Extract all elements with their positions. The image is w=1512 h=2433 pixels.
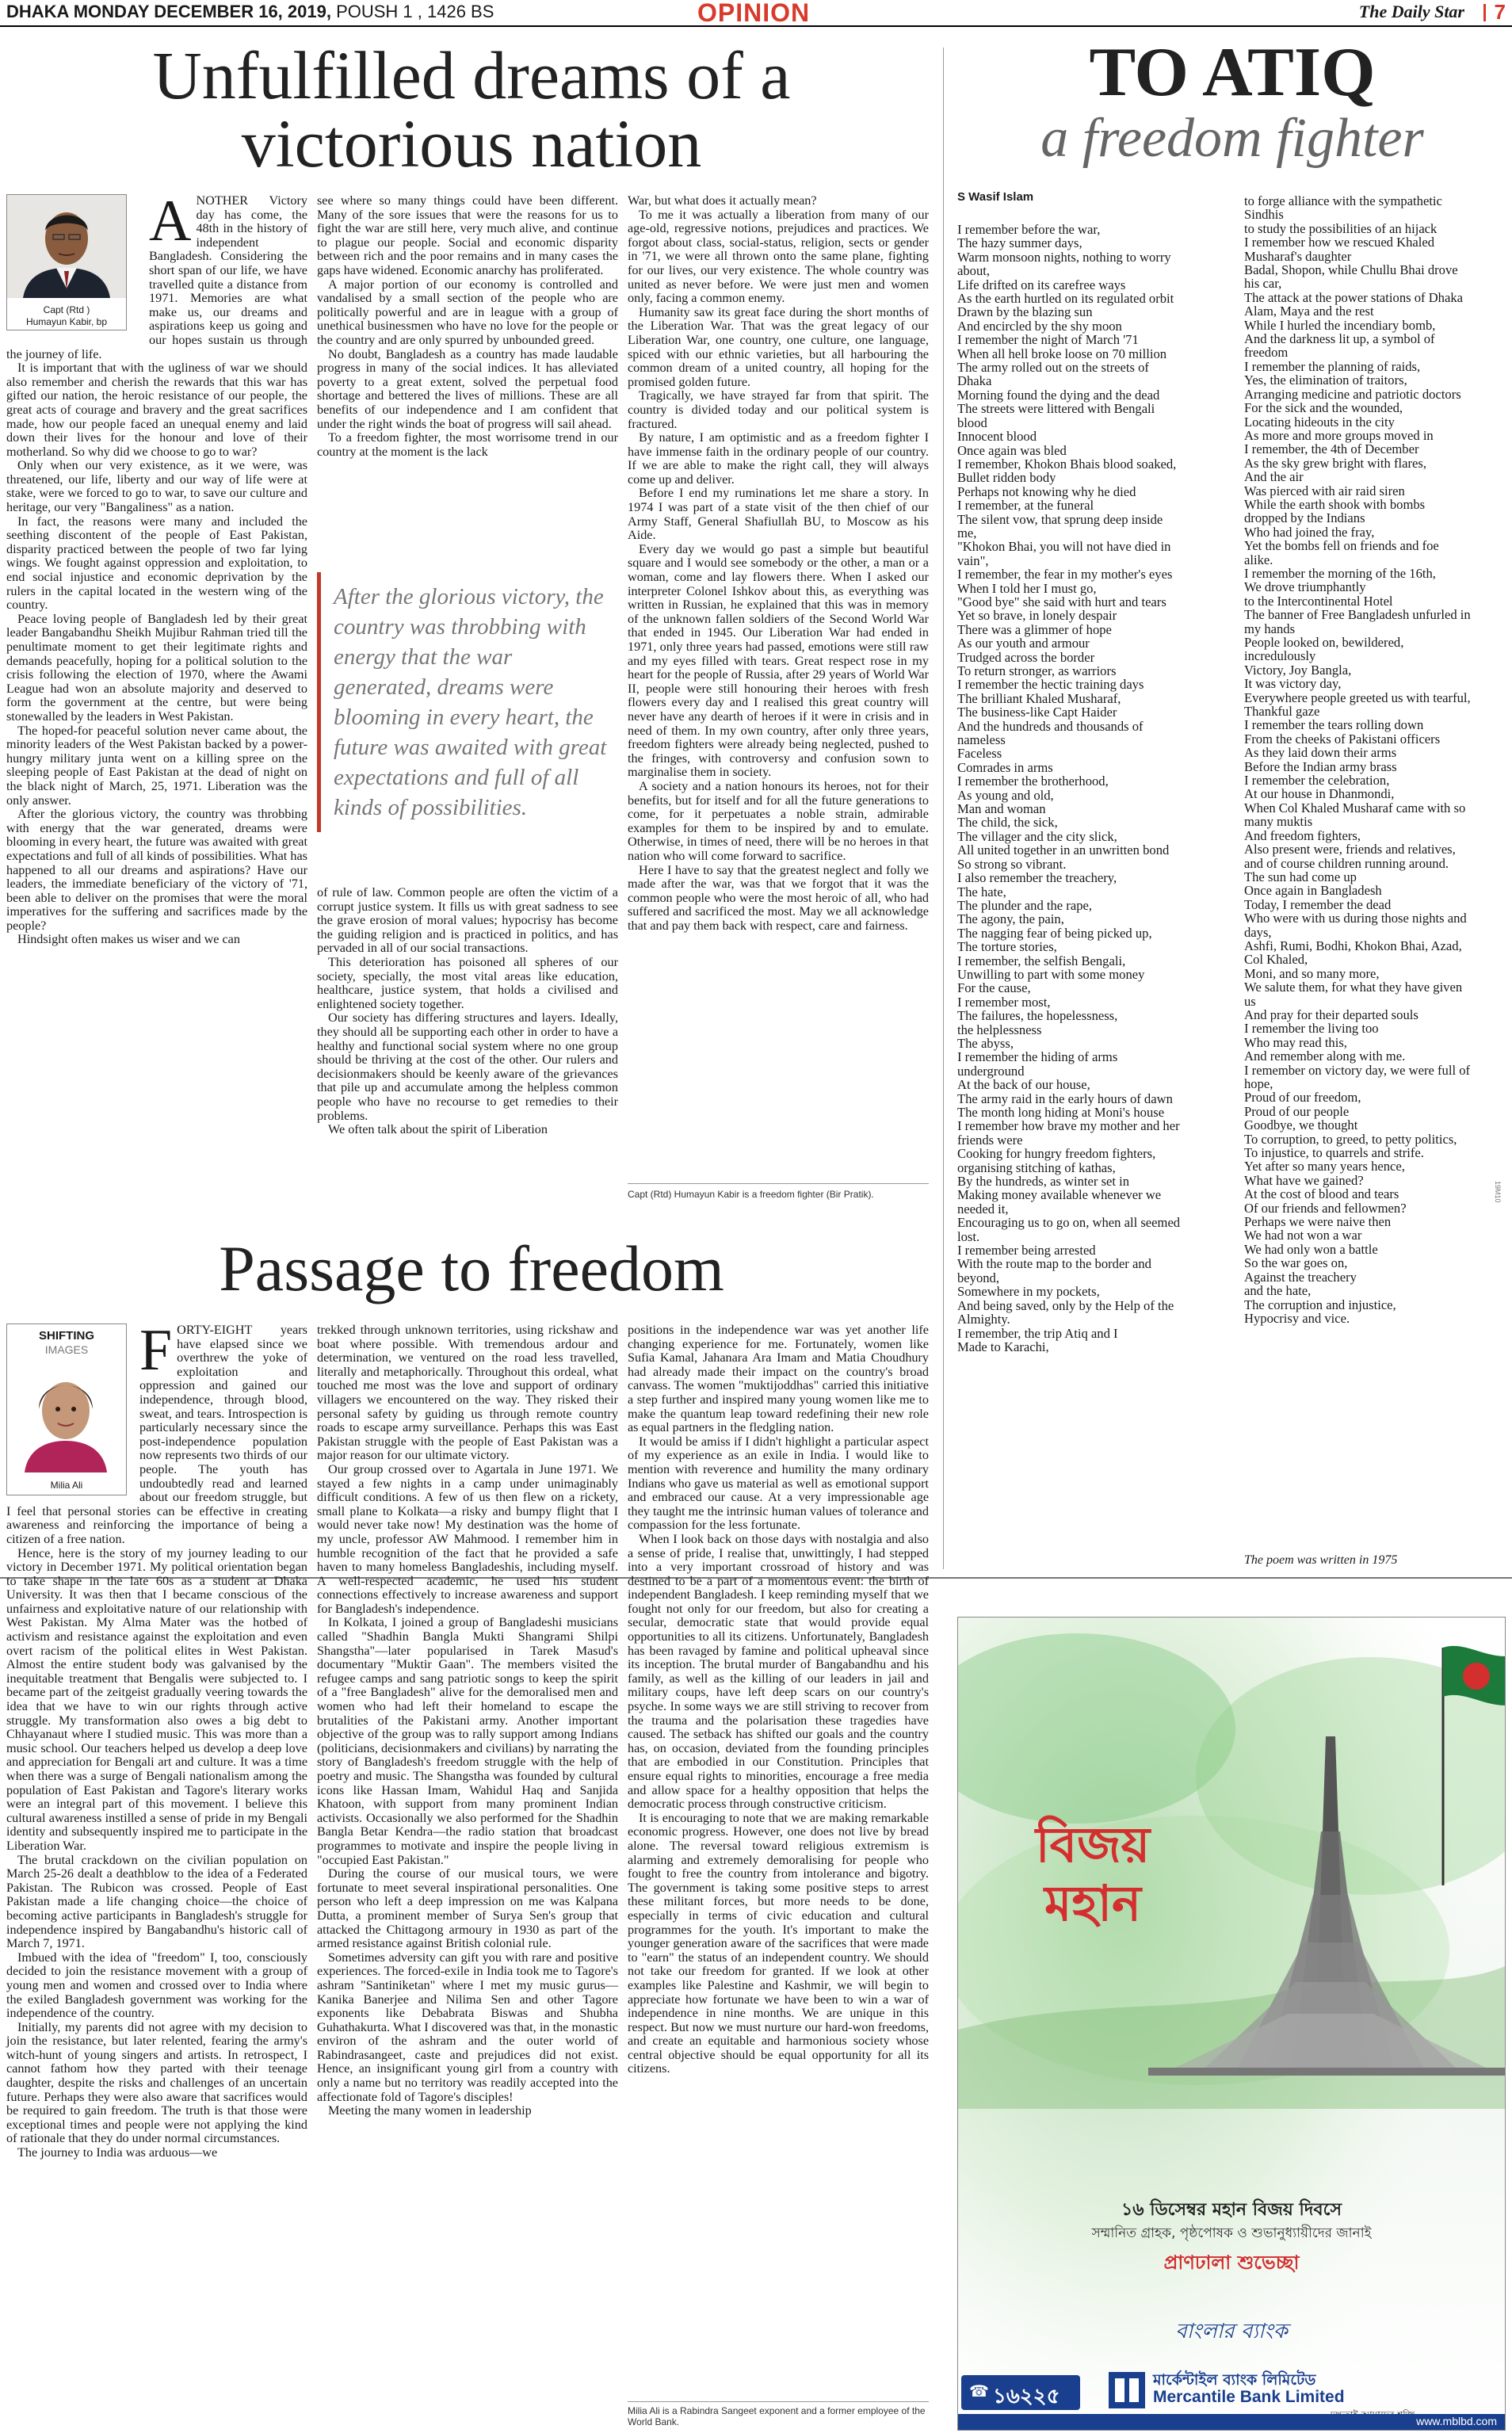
poem-line: I remember the night of March '71 — [957, 332, 1139, 348]
pull-quote: After the glorious victory, the country was throbbing with energy that the war generated, dreams were blooming in every heart, the future was awaited with great expectations and full of all kinds of possibilities. — [317, 572, 624, 832]
ad-footer-bar — [958, 2414, 1505, 2430]
poem-line: While I hurled the incendiary bomb, — [1244, 317, 1436, 333]
poem-line: Man and woman — [957, 801, 1046, 817]
poem-column-1 — [957, 223, 1243, 1354]
poem-line: Badal, Shopon, while Chullu Bhai drove — [1244, 262, 1458, 278]
paragraph: Humanity saw its great face during the short months of the Liberation War. That was the great legacy of our Liberation War, one country, one culture, one language, spiced with our ethnic varieties, but all harbouring the common dream of a united country, all hoping for the promised golden future. — [628, 304, 929, 389]
poem-line: about, — [957, 263, 991, 279]
poem-line: I remember, the fear in my mother's eyes — [957, 567, 1173, 582]
paragraph: trekked through unknown territories, using rickshaw and boat where possible. With tremendous ardour and determination, we ventured on the road less travelled, literally and metaphorically. Throughout this ordeal, what touched me most was the love and support of ordinary villagers we encountered on the way. They risked their personal safety by guiding us through remote country roads to escape army surveillance. Perhaps this was East Pakistan struggle with the people of East Pakistan was a major reason for our ultimate victory. — [317, 1323, 618, 1463]
poem-line: needed it, — [957, 1201, 1009, 1216]
paragraph: When I look back on those days with nostalgia and also a sense of pride, I realise that, unwittingly, I had stepped into a very important crossroad of history and was destined to be a part of a momentous event: the birth of independent Bangladesh. I keep reminding myself that we fought not only for our freedom, but also for creating a secular, democratic state that would provide equal opportunities to all its citizens. Unfortunately, Bangladesh has been ravaged by famine and political upheaval since its inception. The brutal murder of Bangabandhu and his family, as well as the killing of our leaders in jail and military coups, have left deep scars on our country's psyche. In some ways we are still striving to recover from the trauma and the polarisation these tragedies have caused. The setback has shifted our goals and the country has, on occasion, deviated from the founding principles that are embodied in our Constitution. Principles that ensure equal rights to minorities, encourage a free media and allow space for a healthy opposition that helps the democratic process through constructive criticism. — [628, 1531, 929, 1812]
paragraph: Hence, here is the story of my journey leading to our victory in December 1971. My political orientation began to take shape in the late 60s as a student at Dhaka University. It was then that I became conscious of the unfairness and exploitative nature of our relationship with West Pakistan. My Alma Mater was the hotbed of activism and resistance against the exploitation and even overt racism of the political elites in West Pakistan. Almost the entire student body was galvanised by the inequitable treatment that Bengalis were subjected to. I became part of the zeitgeist gradually veering towards the idea that we have to win our rights through active struggle. My transformation also owes a big debt to Chhayanaut where I studied music. This was more than a music school. Our teachers helped us develop a deep love and appreciation for Bengali art and culture. It was a time when there was a surge of Bengali nationalism among the population of East Pakistan and Tagore's literary works were an integral part of this movement. I believe this cultural awareness instilled a sense of pride in my Bengali identity and subsequently inspired me to participate in the Liberation War. — [6, 1545, 307, 1853]
poem-line: It was victory day, — [1244, 676, 1342, 692]
paragraph: By nature, I am optimistic and as a freedom fighter I have immense faith in the ordinary people of our country. If we are able to make the right call, they will always come up and deliver. — [628, 430, 929, 487]
poem-line: Yet the bombs fell on friends and foe — [1244, 538, 1439, 554]
poem-line: And encircled by the shy moon — [957, 318, 1122, 334]
poem-line: Of our friends and fellowmen? — [1244, 1200, 1407, 1216]
paragraph: Imbued with the idea of "freedom" I, too, consciously decided to join the resistance movement with a group of young men and women and crossed over to India where the exiled Bangladesh government was working for the independence of the country. — [6, 1950, 307, 2021]
paragraph: It is encouraging to note that we are making remarkable economic progress. However, one does not live by bread alone. The reversal toward religious extremism is alarming and extremely demoralising for people who fought to free the country from intolerance and bigotry. The government is taking some positive steps to arrest these militant forces, but more needs to be done, especially in terms of civic education and cultural programmes for the youth. It's important to make the younger generation aware of the sacrifices that were made to "earn" the status of an independent country. We should not take our freedom for granted. If we look at other examples like Palestine and Kashmir, we will begin to appreciate how fortunate we have been to win a war of independence in nine months. We are unique in this respect. But now we must nurture our hard-won freedoms, and create an equitable and harmonious society whose central objective should be equal opportunity for all its citizens. — [628, 1810, 929, 2076]
paragraph: Meeting the many women in leadership — [328, 2103, 532, 2118]
poem-line: Almighty. — [957, 1312, 1010, 1327]
poem-line: hope, — [1244, 1076, 1273, 1091]
bank-logo-icon — [1109, 2372, 1145, 2408]
paragraph: Here I have to say that the greatest neglect and folly we made after the war, was that we forgot that it was the common people who were the most heroic of all, who had suffered and sacrificed the most. May we all acknowledge that and pay them back with respect, care and fairness. — [628, 862, 929, 933]
lead-paragraph: ANOTHER Victory day has come, the 48th in the history of independent Bangladesh. Considering the short span of our life, we have travelled quite a distance from 1971. Memories are what make us, our dreams and aspirations keep us going and our hopes sustain us through the journey of life. — [6, 189, 307, 361]
poem-line: underground — [957, 1063, 1025, 1079]
poem-line: I remember how we rescued Khaled — [1244, 235, 1435, 250]
poem-line: With the route map to the border and — [957, 1256, 1151, 1272]
paragraph: Our society has differing structures and layers. Ideally, they should all be supporting each other in order to have a healthy and functional social system where no one group should be thriving at the cost of the other. Our rulers and decisionmakers should be keenly aware of the grievances that pile up and accumulate among the helpless common people who have no recourse to get remedies to their problems. — [317, 1010, 618, 1123]
poem-line: What have we gained? — [1244, 1172, 1364, 1188]
poem-line: Against the treachery — [1244, 1269, 1357, 1285]
paragraph: positions in the independence war was yet another life changing experience for me. Fortunately, women like Sufia Kamal, Jahanara Ara Imam and Matia Choudhury had already made their impact on the country's broad canvass. The women "muktijoddhas" carried this initiative a step further and inspired many young women like me to make the quantum leap toward redefining their new role as equal partners in the fledgling nation. — [628, 1323, 929, 1435]
article2-author-note: Milia Ali is a Rabindra Sangeet exponent and a former employee of the World Bank. — [628, 2405, 926, 2427]
poem-line: Trudged across the border — [957, 649, 1095, 665]
poem-line: Everywhere people greeted us with tearful, — [1244, 689, 1471, 705]
side-code: 19M10 — [1494, 1181, 1502, 1203]
poem-line: to forge alliance with the sympathetic — [1244, 193, 1442, 208]
paragraph: After the glorious victory, the country was throbbing with energy that the war generated, dreams were blooming in every heart, the future was awaited with great expectations and full of all kinds of possibilities. What has happened to all our dreams and aspirations? Have our leaders, the immediate beneficiary of the victory of '71, been able to deliver on the promises that were the moral imperatives for the suffering and sacrifices made by the people? — [6, 807, 307, 933]
poem-line: I remember being arrested — [957, 1243, 1096, 1259]
lead-paragraph: FORTY-EIGHT years have elapsed since we overthrew the yoke of exploitation and oppression and gained our independence, through blood, sweat, and tears. Introspection is particularly necessary since the post-independence population now represents two thirds of our people. The youth has undoubtedly read and learned about our freedom struggle, but I feel that personal stories can be effective in creating awareness and reinforcing the importance of being a citizen of a free nation. — [6, 1318, 307, 1546]
poem-line: I remember the hiding of arms — [957, 1049, 1118, 1065]
poem-byline: S Wasif Islam — [957, 190, 1034, 204]
poem-line: Who had joined the fray, — [1244, 524, 1375, 540]
poem-line: All united together in an unwritten bond — [957, 842, 1170, 858]
poem-line: For the sick and the wounded, — [1244, 400, 1403, 416]
poem-line: lost. — [957, 1228, 980, 1244]
column-divider — [943, 48, 944, 1569]
poem-column-2 — [1244, 194, 1510, 1325]
poem-line: So strong so vibrant. — [957, 856, 1067, 872]
ad-title: বিজয় মহান — [1035, 1816, 1151, 1932]
paragraph: Only when our very existence, as it we were, was threatened, our life, liberty and our way of life were at stake, were we forced to go to war, to save our culture and heritage, our very "Bangaliness" as a nation. — [6, 458, 307, 515]
poem-line: As our youth and armour — [957, 636, 1090, 651]
poem-line: And the darkness lit up, a symbol of — [1244, 331, 1435, 347]
poem-line: The plunder and the rape, — [957, 897, 1093, 913]
poem-line: Yet after so many years hence, — [1244, 1159, 1405, 1174]
poem-line: At the back of our house, — [957, 1077, 1090, 1093]
poem-line: As more and more groups moved in — [1244, 427, 1434, 443]
poem-line: Warm monsoon nights, nothing to worry — [957, 249, 1171, 265]
article2-headline: Passage to freedom — [219, 1232, 724, 1304]
poem-line: Morning found the dying and the dead — [957, 387, 1160, 403]
paragraph: We often talk about the spirit of Liberation — [328, 1122, 548, 1137]
poem-line: and of course children running around. — [1244, 855, 1449, 871]
poem-line: The child, the sick, — [957, 815, 1058, 831]
poem-line: Proud of our freedom, — [1244, 1090, 1361, 1106]
paragraph: The journey to India was arduous—we — [17, 2145, 218, 2160]
poem-line: I remember the hectic training days — [957, 677, 1144, 693]
paragraph: During the course of our musical tours, we were fortunate to meet several inspirational personalities. One person who left a deep impression on me was Kalpana Dutta, a prominent member of Surya Sen's group that attacked the Chittagong armoury in 1930 as part of the armed resistance against British colonial rule. — [317, 1866, 618, 1951]
paragraph: Every day we would go past a simple but beautiful square and I would see somebody or the other, a man or a woman, come and lay flowers there. When I asked our interpreter Colonel Ishkov about this, as everything was written in Russian, he explained that this was in memory of the unknown fallen soldiers of the Second World War that ended in 1945. Our Liberation War had ended in 1971, only three years had passed, emotions were still raw and my eyes filled with tears. Great respect rose in my heart for the people of Russia, after 29 years of World War II, people were still honouring their heroes with fresh flowers every day and I realised this great country will never have any dearth of heroes if it were in crisis and in need of them. In my own country, after only three years, freedom fighters were already being neglected, pushed to the fringes, with controversy and confusion sown to marginalise them in society. — [628, 541, 929, 780]
poem-line: At our house in Dhanmondi, — [1244, 786, 1395, 802]
masthead-logo: The Daily Star — [1358, 2, 1464, 21]
poem-line: Dhaka — [957, 373, 992, 389]
ad-line-1: ১৬ ডিসেম্বর মহান বিজয় দিবসে — [1121, 2200, 1342, 2220]
paragraph: Hindsight often makes us wiser and we can — [17, 932, 240, 947]
dateline: DHAKA MONDAY DECEMBER 16, 2019, POUSH 1 , 1426 BS — [6, 2, 494, 21]
poem-line: I remember, the trip Atiq and I — [957, 1325, 1118, 1341]
poem-line: I remember the living too — [1244, 1021, 1379, 1037]
article2-column-2 — [317, 1323, 618, 2118]
poem-line: the helplessness — [957, 1022, 1042, 1037]
poem-line: Somewhere in my pockets, — [957, 1284, 1100, 1300]
paragraph: In fact, the reasons were many and included the seething discontent of the people of East Pakistan, disparity practiced between the people of two far lying wings. We fought against oppression and exploitation, to end social injustice and economic deprivation by the rulers in the capital located in the western wing of the country. — [6, 514, 307, 613]
paragraph: Peace loving people of Bangladesh led by their great leader Bangabandhu Sheikh Mujibur Rahman tried till the penultimate moment to get their legitimate rights and demands peacefully, hoping for a political solution to the crisis following the election of 1970, where the Awami League had won an absolute majority and deserved to form the government at the centre, but were being stonewalled by the leaders in West Pakistan. — [6, 611, 307, 724]
poem-line: And remember along with me. — [1244, 1048, 1406, 1064]
poem-line: Col Khaled, — [1244, 952, 1308, 968]
poem-line: his car, — [1244, 276, 1282, 292]
poem-line: The banner of Free Bangladesh unfurled in — [1244, 607, 1471, 623]
column-tag: SHIFTING — [39, 1329, 94, 1343]
poem-line: us — [1244, 993, 1256, 1009]
poem-line: As they laid down their arms — [1244, 745, 1397, 761]
poem-line: The hazy summer days, — [957, 235, 1082, 251]
paragraph: War, but what does it actually mean? — [628, 193, 817, 208]
paragraph: To a freedom fighter, the most worrisome trend in our country at the moment is the lack — [317, 430, 618, 459]
poem-line: When all hell broke loose on 70 million — [957, 346, 1167, 361]
poem-line: By the hundreds, as winter set in — [957, 1174, 1130, 1190]
poem-line: Thankful gaze — [1244, 704, 1320, 720]
ad-website-link[interactable]: www.mblbd.com — [1416, 2415, 1497, 2427]
poem-line: Bullet ridden body — [957, 470, 1056, 486]
poem-line: To corruption, to greed, to petty politics, — [1244, 1131, 1457, 1147]
poem-line: The business-like Capt Haider — [957, 705, 1117, 720]
poem-line: Today, I remember the dead — [1244, 896, 1392, 912]
poem-line: Comrades in arms — [957, 759, 1053, 775]
poem-line: We drove triumphantly — [1244, 579, 1366, 595]
page-number: 7 — [1494, 0, 1506, 24]
poem-line: nameless — [957, 732, 1006, 748]
article2-column-3 — [628, 1323, 929, 2076]
ad-background-art — [958, 1618, 1505, 2430]
article2-column-1 — [6, 1318, 307, 2160]
poem-line: Who may read this, — [1244, 1034, 1347, 1050]
poem-line: For the cause, — [957, 980, 1031, 996]
poem-line: The army raid in the early hours of dawn — [957, 1090, 1173, 1106]
paragraph: Our group crossed over to Agartala in June 1971. We stayed a few nights in a camp under unimaginably difficult conditions. A few of us then flew on a rickety, small plane to Kolkata—a risky and bumpy flight that I would never take now! My destination was the home of my uncle, professor AW Mahmood. I remember him in humble recognition of the fact that he provided a safe haven to many homeless Bangladeshis, including myself. A well-respected academic, he used his student connections effectively to increase awareness and support for Bangladesh's independence. — [317, 1461, 618, 1616]
poem-line: Yet so brave, in lonely despair — [957, 608, 1117, 624]
poem-line: As young and old, — [957, 787, 1054, 803]
poem-line: The silent vow, that sprung deep inside — [957, 511, 1163, 527]
paragraph: The hoped-for peaceful solution never came about, the minority leaders of the West Pakistan backed by a power-hungry military junta went on a killing spree on the sleeping people of East Pakistan at the dead of night on the black night of March, 25, 1971. Liberation was the only answer. — [6, 723, 307, 808]
poem-line: I also remember the treachery, — [957, 870, 1117, 886]
poem-line: Hypocrisy and vice. — [1244, 1310, 1350, 1326]
paragraph: No doubt, Bangladesh as a country has made laudable progress in many of the social indices. It has alleviated poverty to a great extent, solved the perpetual food shortage and bettered the lives of millions. These are all benefits of our independence and I am confident that under the right winds the boat of progress will sail ahead. — [317, 346, 618, 431]
poem-line: People looked on, bewildered, — [1244, 635, 1404, 650]
poem-line: Locating hideouts in the city — [1244, 414, 1395, 430]
poem-line: There was a glimmer of hope — [957, 621, 1112, 637]
poem-line: Cooking for hungry freedom fighters, — [957, 1146, 1156, 1162]
poem-line: I remember on victory day, we were full of — [1244, 1062, 1471, 1078]
poem-line: The villager and the city slick, — [957, 828, 1117, 844]
poem-line: Perhaps not knowing why he died — [957, 483, 1136, 499]
columnist-caption: Milia Ali — [50, 1480, 83, 1491]
poem-line: I remember the tears rolling down — [1244, 717, 1424, 733]
poem-line: Once again in Bangladesh — [1244, 883, 1382, 899]
poem-line: Perhaps we were naive then — [1244, 1214, 1392, 1230]
poem-line: Musharaf's daughter — [1244, 248, 1352, 264]
poem-line: The month long hiding at Moni's house — [957, 1105, 1165, 1120]
poem-line: The agony, the pain, — [957, 911, 1064, 927]
poem-line: my hands — [1244, 621, 1296, 636]
poem-line: To return stronger, as warriors — [957, 663, 1117, 678]
author-caption: Capt (Rtd ) Humayun Kabir, bp — [25, 304, 108, 327]
divider — [628, 2401, 929, 2402]
poem-line: to the Intercontinental Hotel — [1244, 593, 1393, 609]
hotline-badge[interactable]: ☎ ১৬২২৫ — [961, 2375, 1080, 2410]
poem-line: Drawn by the blazing sun — [957, 304, 1093, 320]
poem-line: So the war goes on, — [1244, 1255, 1348, 1271]
poem-line: Before the Indian army brass — [1244, 758, 1397, 774]
bank-advertisement[interactable]: বিজয় মহান ১৬ ডিসেম্বর মহান বিজয় দিবসে সম্মানিত গ্রাহক, পৃষ্ঠপোষক ও শুভানুধ্যায়ীদের জানাই প্রাণঢালা শুভেচ্ছা বাংলার ব্যাংক ☎ ১৬২২৫ মার্কেন্টাইল ব্যাংক লিমিটেড Mercantile Bank Limited www.mblbd.com — [957, 1617, 1506, 2431]
poem-line: And the hundreds and thousands of — [957, 718, 1144, 734]
columnist-box — [6, 1323, 133, 1498]
paragraph: The brutal crackdown on the civilian population on March 25-26 dealt a deathblow to the idea of a Federated Pakistan. The Rubicon was crossed. People of East Pakistan made a life changing choice—the choice of becoming active participants in Bangladesh's struggle for independence inspired by Bangabandhu's historic call of March 7, 1971. — [6, 1852, 307, 1951]
ad-line-3: প্রাণঢালা শুভেচ্ছা — [1163, 2252, 1300, 2274]
poem-line: Alam, Maya and the rest — [1244, 304, 1374, 319]
poem-line: The hate, — [957, 884, 1006, 899]
poem-line: I remember the brotherhood, — [957, 773, 1109, 789]
poem-line: me, — [957, 525, 977, 540]
author-photo — [6, 194, 127, 330]
divider — [628, 1183, 929, 1184]
poem-line: And freedom fighters, — [1244, 827, 1361, 843]
poem-line: Victory, Joy Bangla, — [1244, 662, 1352, 678]
poem-line: vain", — [957, 552, 989, 568]
poem-line: The attack at the power stations of Dhaka — [1244, 289, 1464, 305]
poem-line: The abyss, — [957, 1035, 1014, 1051]
columnist-photo — [6, 1323, 127, 1495]
poem-footnote: The poem was written in 1975 — [1244, 1553, 1398, 1567]
poem-line: When Col Khaled Musharaf came with so — [1244, 800, 1466, 815]
poem-line: Sindhis — [1244, 207, 1284, 223]
poem-line: I remember, at the funeral — [957, 498, 1094, 514]
poem-line: And the air — [1244, 469, 1304, 485]
article1-column-2 — [317, 194, 618, 459]
section-label: OPINION — [697, 0, 811, 27]
poem-line: I remember the celebration, — [1244, 773, 1390, 789]
poem-line: The corruption and injustice, — [1244, 1297, 1396, 1312]
article1-column-3 — [628, 194, 929, 933]
poem-line: The brilliant Khaled Musharaf, — [957, 690, 1121, 706]
paragraph: It is important that with the ugliness of war we should also remember and cherish the rewards that this war has gifted our nation, the heroic resistance of our people, the great acts of courage and bravery and the great sacrifices made, how our people faced an unequal enemy and laid down their lives for the honour and love of their motherland. So why did we choose to go to war? — [6, 361, 307, 459]
poem-line: Life drifted on its carefree ways — [957, 277, 1126, 292]
portrait-image — [7, 1362, 124, 1472]
poem-line: And pray for their departed souls — [1244, 1006, 1418, 1022]
drop-cap: A — [149, 189, 192, 254]
column-tag-sub: IMAGES — [44, 1343, 89, 1356]
paragraph: It would be amiss if I didn't highlight a particular aspect of my experience as an exile in India. I would like to mention with reverence and humility the many ordinary Indians who gave us material as well as emotional support and embraced our cause. At a very impressionable age they taught me the intrinsic human values of tolerance and compassion for the less fortunate. — [628, 1434, 929, 1533]
poem-line: To injustice, to quarrels and strife. — [1244, 1145, 1424, 1161]
ad-signature: বাংলার ব্যাংক — [1175, 2320, 1288, 2343]
paragraph: This deterioration has poisoned all spheres of our society, specially, the most vital areas like education, healthcare, justice system, that holds a civilised and enlightened society together. — [317, 954, 618, 1011]
poem-headline: TO ATIQ a freedom fighter — [1040, 34, 1424, 169]
paragraph: Initially, my parents did not agree with my decision to join the resistance, but later relented, fearing the army's witch-hunt of young singers and artists. In retrospect, I cannot fathom how they parted with their teenage daughter, despite the risks and challenges of an uncertain future. Perhaps they were also aware that sacrifices would be required to gain freedom. The truth is that those were exceptional times and people were not applying the kind of rationale that they do under normal circumstances. — [6, 2019, 307, 2146]
poem-line: I remember, Khokon Bhais blood soaked, — [957, 456, 1177, 472]
poem-line: days, — [1244, 924, 1272, 940]
poem-line: "Good bye" she said with hurt and tears — [957, 594, 1166, 609]
poem-line: Proud of our people — [1244, 1103, 1350, 1119]
poem-line: I remember the planning of raids, — [1244, 358, 1421, 374]
poem-line: I remember how brave my mother and her — [957, 1118, 1180, 1134]
poem-line: beyond, — [957, 1270, 999, 1285]
paragraph: Sometimes adversity can gift you with rare and positive experiences. The forced-exile in India took me to Tagore's ashram "Santiniketan" where I met my music gurus—Kanika Banerjee and Nilima Sen and other Tagore exponents like Debabrata Biswas and Shubha Guhathakurta. What I discovered was that, in the monastic environ of the ashram and the outer world of Rabindrasangeet, caste and prejudices did not exist. Hence, an insignificant young girl from a country with only a name but no territory was readily accepted into the affectionate fold of Tagore's disciples! — [317, 1950, 618, 2104]
poem-line: dropped by the Indians — [1244, 510, 1365, 526]
poem-line: many muktis — [1244, 814, 1313, 830]
poem-line: incredulously — [1244, 648, 1316, 664]
poem-line: Who were with us during those nights and — [1244, 911, 1467, 926]
poem-line: I remember most, — [957, 994, 1051, 1010]
poem-line: alike. — [1244, 552, 1273, 567]
poem-line: The failures, the hopelessness, — [957, 1008, 1118, 1024]
article1-column-2-continued — [317, 886, 618, 1137]
poem-line: We salute them, for what they have given — [1244, 980, 1463, 995]
poem-line: Once again was bled — [957, 442, 1067, 458]
paragraph: A major portion of our economy is controlled and vandalised by a small section of the people who are politically powerful and are in league with a group of unethical businessmen who have no love for the people or the country and are only spurred by unbounded greed. — [317, 277, 618, 347]
poem-line: The sun had come up — [1244, 869, 1357, 884]
poem-line: When I told her I must go, — [957, 580, 1097, 596]
poem-line: and the hate, — [1244, 1283, 1312, 1299]
phone-icon: ☎ — [969, 2383, 989, 2401]
poem-line: to study the possibilities of an hijack — [1244, 220, 1438, 236]
poem-line: Arranging medicine and patriotic doctors — [1244, 386, 1461, 402]
poem-line: The streets were littered with Bengali — [957, 401, 1155, 417]
paragraph: of rule of law. Common people are often the victim of a corrupt justice system. It fills us with great sadness to see the grave erosion of moral values; hypocrisy has become the guiding religion and is practiced in politics, and has pervaded in all of our social transactions. — [317, 885, 618, 956]
paragraph: Before I end my ruminations let me share a story. In 1974 I was part of a state visit of the then chief of our Army Staff, General Shafiullah BU, to Moscow as his Aide. — [628, 486, 929, 543]
poem-line: The nagging fear of being picked up, — [957, 925, 1152, 941]
poem-line: At the cost of blood and tears — [1244, 1186, 1399, 1202]
poem-line: Unwilling to part with some money — [957, 966, 1145, 982]
article1-author-note: Capt (Rtd) Humayun Kabir is a freedom fighter (Bir Pratik). — [628, 1189, 874, 1200]
poem-line: freedom — [1244, 345, 1289, 361]
paragraph: A society and a nation honours its heroes, not for their benefits, but for itself and for all the future generations to come, for it perpetuates a noble strain, admirable examples for them to be inspired by and to emulate. Otherwise, in times of need, there will be no heroes in that nation who will come forward to sacrifice. — [628, 778, 929, 863]
paragraph: To me it was actually a liberation from many of our age-old, regressive notions, prejudices and practices. We forgot about class, social-status, religion, sects or gender in '71, we were all thrown onto the same plane, fighting for our lives, our very existence. The whole country was united as never before. We were just men and women only, facing a common enemy. — [628, 207, 929, 306]
drop-cap: F — [139, 1318, 173, 1383]
poem-line: As the sky grew bright with flares, — [1244, 455, 1426, 471]
poem-line: Making money available whenever we — [957, 1187, 1162, 1203]
poem-line: From the cheeks of Pakistani officers — [1244, 731, 1441, 747]
poem-line: I remember, the 4th of December — [1244, 441, 1419, 457]
poem-line: We had only won a battle — [1244, 1241, 1378, 1257]
poem-line: organising stitching of kathas, — [957, 1159, 1116, 1175]
paragraph: Tragically, we have strayed far from that spirit. The country is divided today and our political system is fractured. — [628, 388, 929, 431]
portrait-image — [7, 195, 126, 298]
poem-line: Faceless — [957, 746, 1002, 762]
author-photo-box — [6, 194, 143, 335]
ad-line-2: সম্মানিত গ্রাহক, পৃষ্ঠপোষক ও শুভানুধ্যায়ীদের জানাই — [1091, 2225, 1372, 2241]
poem-line: Goodbye, we thought — [1244, 1117, 1358, 1133]
poem-line: Made to Karachi, — [957, 1339, 1049, 1354]
paragraph: see where so many things could have been different. Many of the sore issues that were the reasons for us to fight the war are still here, very much alive, and continue to plague our people. Social and economic disparity between rich and the poor remains and in many cases the gaps have widened. Economic anarchy has proliferated. — [317, 193, 618, 277]
poem-line: blood — [957, 414, 987, 430]
poem-line: Encouraging us to go on, when all seemed — [957, 1215, 1181, 1231]
poem-line: friends were — [957, 1132, 1023, 1148]
poem-line: Innocent blood — [957, 429, 1037, 445]
poem-line: The army rolled out on the streets of — [957, 360, 1149, 376]
poem-line: I remember before the war, — [957, 222, 1101, 237]
poem-line: And being saved, only by the Help of the — [957, 1297, 1174, 1313]
poem-line: As the earth hurtled on its regulated orbit — [957, 291, 1174, 307]
poem-line: "Khokon Bhai, you will not have died in — [957, 539, 1171, 555]
paragraph: In Kolkata, I joined a group of Bangladeshi musicians called "Shadhin Bangla Mukti Shangrami Shilpi Shangstha"—later popularised in Tarek Masud's documentary "Muktir Gaan". The members visited the refugee camps and sang patriotic songs to keep the spirit of a "free Bangladesh" alive for the demoralised men and women who had left their homeland to escape the brutalities of the Pakistani army. Another important objective of the group was to rally support among Indians (politicians, decisionmakers and civilians) by narrating the story of Bangladesh's freedom struggle with the help of poetry and music. The Shangstha was founded by cultural icons like Hassan Imam, Wahidul Haq and Sanjida Khatoon, with support from many prominent Indian activists. Occasionally we also performed for the Shadhin Bangla Betar Kendra—the radio station that broadcast programmes to motivate and inspire the people living in "occupied East Pakistan." — [317, 1615, 618, 1867]
article1-headline: Unfulfilled dreams of a victorious nation — [152, 37, 791, 181]
poem-line: The torture stories, — [957, 939, 1057, 955]
poem-line: I remember, the selfish Bengali, — [957, 953, 1126, 968]
page-header — [0, 0, 1512, 27]
article1-column-1 — [6, 189, 307, 947]
poem-line: Was pierced with air raid siren — [1244, 483, 1405, 498]
poem-line: Also present were, friends and relatives, — [1244, 842, 1456, 857]
poem-line: Ashfi, Rumi, Bodhi, Khokon Bhai, Azad, — [1244, 938, 1462, 953]
poem-line: Yes, the elimination of traitors, — [1244, 372, 1407, 388]
poem-line: Moni, and so many more, — [1244, 965, 1380, 981]
poem-line: I remember the morning of the 16th, — [1244, 565, 1436, 581]
poem-line: While the earth shook with bombs — [1244, 496, 1426, 512]
poem-line: We had not won a war — [1244, 1228, 1362, 1243]
